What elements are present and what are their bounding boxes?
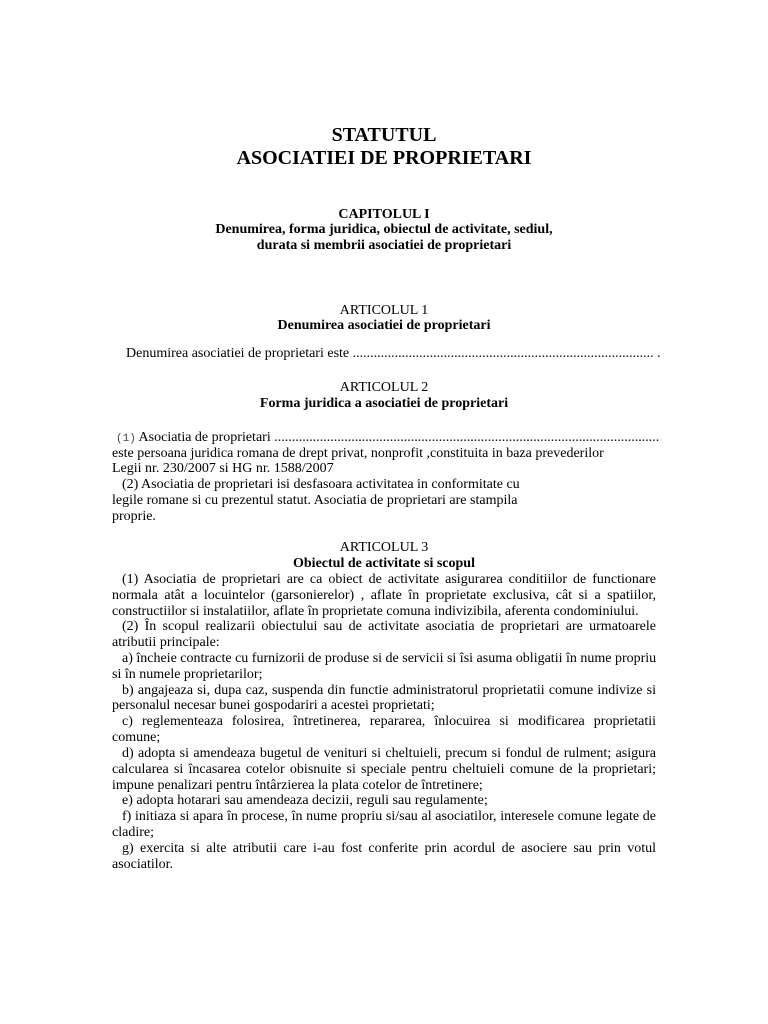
article-2-heading: ARTICOLUL 2 xyxy=(339,380,429,395)
chapter-heading: CAPITOLUL I xyxy=(338,207,430,222)
article-3-line: d) adopta si amendeaza bugetul de venituri si cheltuieli, precum si fondul de rulment; asigura xyxy=(122,746,656,761)
article-3-line: personalul necesar bunei gospodariri a acestei proprietati; xyxy=(112,698,435,713)
article-3-line: comune; xyxy=(112,730,161,745)
article-3-line: g) exercita si alte atributii care i-au fost conferite prin acordul de asociere sau prin votul xyxy=(122,841,656,856)
article-3-line: calcularea si încasarea cotelor obisnuite si speciale pentru cheltuieli comune de la proprietari; xyxy=(112,762,656,777)
paragraph-marker: (1) xyxy=(116,433,136,445)
article-1-title: Denumirea asociatiei de proprietari xyxy=(277,318,491,333)
article-2-title: Forma juridica a asociatiei de proprietari xyxy=(259,396,509,411)
article-3-line: impune penalizari pentru întârzierea la plata cotelor de întretinere; xyxy=(112,778,483,793)
article-3-line: a) încheie contracte cu furnizorii de produse si de servicii si îsi asuma obligatii în nume propriu xyxy=(122,651,657,666)
article-3-title: Obiectul de activitate si scopul xyxy=(293,556,475,571)
paragraph-text: legile romane si cu prezentul statut. Asociatia de proprietari are stampila xyxy=(112,493,518,508)
article-1-heading: ARTICOLUL 1 xyxy=(339,303,429,318)
article-3-heading: ARTICOLUL 3 xyxy=(339,540,429,555)
article-3-line: b) angajeaza si, dupa caz, suspenda din functie administratorul proprietatii comune indivize si xyxy=(122,683,656,698)
chapter-subtitle-line: Denumirea, forma juridica, obiectul de activitate, sediul, xyxy=(215,222,553,237)
article-3-line: f) initiaza si apara în procese, în nume propriu si/sau al asociatilor, interesele comune legate de xyxy=(122,809,656,824)
article-3-line: atributii principale: xyxy=(112,635,220,650)
article-3-line: normala atât a locuintelor (garsonierelor) , aflate în proprietate exclusiva, cât si a spatiilor, xyxy=(112,588,656,603)
article-3-line: si în numele proprietarilor; xyxy=(112,667,263,682)
paragraph-text: Legii nr. 230/2007 si HG nr. 1588/2007 xyxy=(112,461,334,476)
article-3-line: (2) În scopul realizarii obiectului sau de activitate asociatia de proprietari are urmatoarele xyxy=(122,619,656,634)
article-3-line: cladire; xyxy=(112,825,154,840)
document-title: STATUTUL xyxy=(331,124,437,146)
paragraph-text: este persoana juridica romana de drept privat, nonprofit ,constituita in baza prevederilor xyxy=(112,446,604,461)
article-3-line: (1) Asociatia de proprietari are ca obiect de activitate asigurarea conditiilor de functionare xyxy=(122,572,656,587)
article-3-line: c) reglementeaza folosirea, întretinerea, repararea, înlocuirea si modificarea proprietatii xyxy=(122,714,656,729)
article-3-line: constructiilor si instalatiilor, aflate în proprietate comuna indivizibila, aferenta condominiului. xyxy=(112,604,639,619)
article-2-paragraph-1 xyxy=(116,430,659,447)
chapter-subtitle-line: durata si membrii asociatiei de proprietari xyxy=(256,238,512,253)
article-3-line: e) adopta hotarari sau amendeaza decizii, reguli sau regulamente; xyxy=(122,793,488,808)
article-1-text: Denumirea asociatiei de proprietari este ...................................................................................... . xyxy=(126,346,661,361)
paragraph-text: proprie. xyxy=(112,509,156,524)
article-2-paragraph-2: (2) Asociatia de proprietari isi desfasoara activitatea in conformitate cu xyxy=(122,477,520,492)
paragraph-text: Asociatia de proprietari .............................................................................................................. xyxy=(138,430,660,445)
document-title-subtitle: ASOCIATIEI DE PROPRIETARI xyxy=(236,147,532,169)
article-3-line: asociatilor. xyxy=(112,857,174,872)
